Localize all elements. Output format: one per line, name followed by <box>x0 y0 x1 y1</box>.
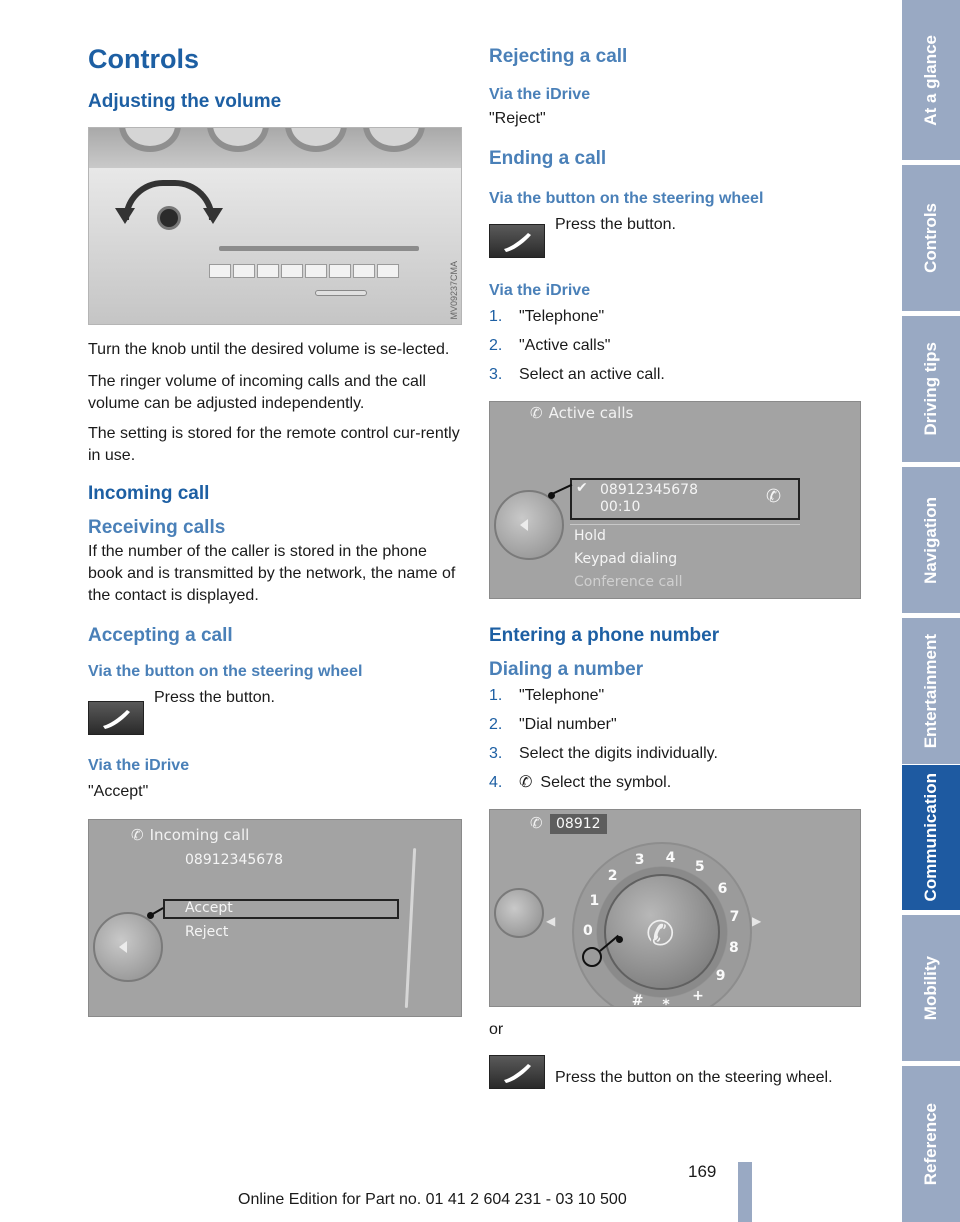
press-button-text: Press the button. <box>154 689 275 706</box>
press-button-text: Press the button. <box>555 216 676 233</box>
end-call-steps <box>489 302 863 389</box>
tab-controls[interactable]: Controls <box>902 165 960 311</box>
dial-digit: + <box>692 988 704 1005</box>
list-item: 3. Select an active call. <box>489 366 665 383</box>
menu-item-accept: Accept <box>185 900 233 916</box>
left-column <box>88 44 462 1017</box>
rejecting-call-heading: Rejecting a call <box>489 46 628 67</box>
screen-title: ✆ Incoming call <box>131 826 250 844</box>
menu-item-keypad: Keypad dialing <box>574 551 678 567</box>
cd-slot <box>219 246 419 251</box>
tab-at-a-glance[interactable]: At a glance <box>902 0 960 160</box>
menu-item-hold: Hold <box>574 528 606 544</box>
dialing-number-heading: Dialing a number <box>489 659 644 680</box>
check-icon: ✔ <box>576 480 588 496</box>
ringer-volume-text: The ringer volume of incoming calls and the call volume can be adjusted independently. <box>88 373 426 412</box>
incoming-call-heading: Incoming call <box>88 483 210 504</box>
arrow-right-icon <box>203 208 223 224</box>
tab-communication[interactable]: Communication <box>902 765 960 910</box>
pointer-line <box>151 907 164 916</box>
via-idrive-heading: Via the iDrive <box>489 282 591 299</box>
dial-digit: 0 <box>583 923 593 939</box>
call-duration: 00:10 <box>600 499 641 515</box>
via-idrive-heading: Via the iDrive <box>489 86 591 103</box>
dial-digit: 8 <box>729 940 739 957</box>
press-wheel-text: Press the button on the steering wheel. <box>555 1069 833 1086</box>
dial-digit: # <box>631 992 644 1007</box>
list-item: 3. Select the digits individually. <box>489 745 718 762</box>
dial-screen <box>489 809 861 1007</box>
menu-item-conference: Conference call <box>574 574 683 590</box>
volume-knob-figure <box>88 127 462 325</box>
dial-digit: 1 <box>589 892 600 909</box>
dial-digit: 3 <box>634 852 645 869</box>
phone-button-icon <box>88 701 144 735</box>
turn-knob-text: Turn the knob until the desired volume is se-lected. <box>88 341 450 358</box>
tab-entertainment[interactable]: Entertainment <box>902 618 960 764</box>
accept-quote: "Accept" <box>88 783 149 800</box>
receiving-calls-heading: Receiving calls <box>88 517 226 538</box>
accept-button-row <box>88 687 462 735</box>
list-item: 2. "Dial number" <box>489 716 617 733</box>
tab-navigation[interactable]: Navigation <box>902 467 960 613</box>
figure-code: MV09237CMA <box>449 261 459 320</box>
call-number: 08912345678 <box>600 482 698 498</box>
chapter-tabs <box>902 0 960 1222</box>
handset-icon <box>500 1061 534 1083</box>
setting-stored-text: The setting is stored for the remote control cur-rently in use. <box>88 425 460 464</box>
ending-call-heading: Ending a call <box>489 148 607 169</box>
dial-digit: * <box>662 996 670 1007</box>
list-item: 2. "Active calls" <box>489 337 611 354</box>
active-calls-screen <box>489 401 861 599</box>
dial-digit: 5 <box>694 859 705 876</box>
list-item: 1. "Telephone" <box>489 308 605 325</box>
page-number: 169 <box>688 1162 717 1181</box>
dial-digit: 2 <box>607 867 618 884</box>
list-item: 1. "Telephone" <box>489 687 605 704</box>
page-title: Controls <box>88 44 199 74</box>
screen-title: ✆ Active calls <box>530 404 634 422</box>
dial-left-icon: ◀ <box>546 914 556 928</box>
screen-title <box>530 814 543 832</box>
adjusting-volume-heading: Adjusting the volume <box>88 91 282 112</box>
tab-mobility[interactable]: Mobility <box>902 915 960 1061</box>
incoming-call-screen <box>88 819 462 1017</box>
tab-driving-tips[interactable]: Driving tips <box>902 316 960 462</box>
phone-signal-icon: ✆ <box>530 404 543 422</box>
steering-button-row <box>489 1055 863 1089</box>
handset-symbol-icon: ✆ <box>519 774 533 791</box>
via-steering-button-heading: Via the button on the steering wheel <box>88 663 363 680</box>
volume-knob <box>157 206 181 230</box>
page-marker <box>738 1162 752 1222</box>
list-item: 4. ✆ Select the symbol. <box>489 768 863 797</box>
dial-digit: 9 <box>715 968 726 985</box>
entering-number-heading: Entering a phone number <box>489 625 720 646</box>
dial-center <box>604 874 720 990</box>
receiving-calls-text: If the number of the caller is stored in the phone book and is transmitted by the network, the name of the contact is displayed. <box>88 543 456 604</box>
handset-icon <box>99 707 133 729</box>
phone-signal-icon: ✆ <box>131 826 144 844</box>
end-button-row <box>489 214 863 258</box>
tab-reference[interactable]: Reference <box>902 1066 960 1222</box>
dial-digit: 6 <box>717 880 728 897</box>
radio-buttons <box>209 264 399 278</box>
dial-digit: 7 <box>729 909 740 926</box>
or-text: or <box>489 1021 504 1038</box>
divider <box>570 524 800 525</box>
dial-digit: 4 <box>665 849 676 866</box>
dial-steps <box>489 681 863 797</box>
handset-icon: ✆ <box>646 915 675 953</box>
footer-text: Online Edition for Part no. 01 41 2 604 231 - 03 10 500 <box>238 1191 627 1208</box>
arrow-left-icon <box>115 208 135 224</box>
phone-signal-icon: ✆ <box>530 814 543 832</box>
phone-button-icon <box>489 1055 545 1089</box>
phone-button-icon <box>489 224 545 258</box>
via-idrive-heading: Via the iDrive <box>88 757 190 774</box>
call-handset-icon: ✆ <box>766 486 782 507</box>
accepting-call-heading: Accepting a call <box>88 625 233 646</box>
handset-icon <box>500 230 534 252</box>
screen-curve <box>405 848 416 1008</box>
controller-icon <box>494 490 564 560</box>
controller-icon <box>93 912 163 982</box>
menu-item-reject: Reject <box>185 924 229 940</box>
pointer-dot <box>616 936 623 943</box>
dial-right-icon: ▶ <box>752 914 762 928</box>
dialed-number: 08912 <box>550 814 607 834</box>
via-steering-button-heading: Via the button on the steering wheel <box>489 190 764 207</box>
caller-number: 08912345678 <box>185 852 283 868</box>
right-column <box>489 44 863 1089</box>
controller-icon <box>494 888 544 938</box>
reject-quote: "Reject" <box>489 110 546 127</box>
card-slot <box>315 290 367 296</box>
